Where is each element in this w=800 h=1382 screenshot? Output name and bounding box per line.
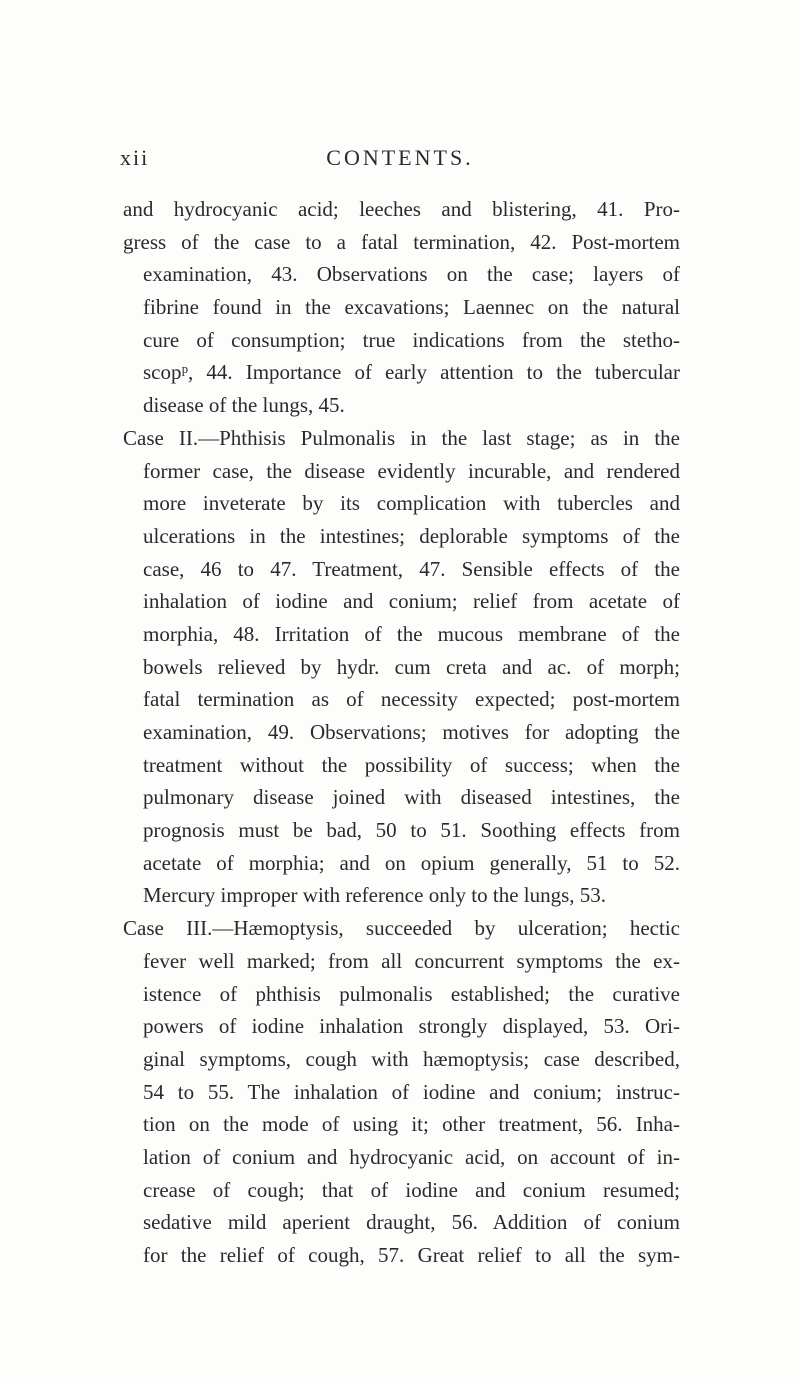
page-header bbox=[120, 145, 680, 185]
text-line: more inveterate by its complication with tubercles and bbox=[143, 491, 680, 516]
text-line: fatal termination as of necessity expected; post-mortem bbox=[143, 687, 680, 712]
text-line: cure of consumption; true indications from the stetho- bbox=[143, 327, 680, 352]
text-line: examination, 43. Observations on the case; layers of bbox=[143, 262, 680, 287]
text-line: istence of phthisis pulmonalis established; the curative bbox=[143, 981, 680, 1006]
text-line: acetate of morphia; and on opium generally, 51 to 52. bbox=[143, 850, 680, 875]
text-line: pulmonary disease joined with diseased intestines, the bbox=[143, 785, 680, 810]
running-head: CONTENTS. bbox=[326, 145, 474, 170]
text-line: 54 to 55. The inhalation of iodine and conium; instruc- bbox=[143, 1079, 680, 1104]
text-line: fever well marked; from all concurrent symptoms the ex- bbox=[143, 948, 680, 973]
text-line: ulcerations in the intestines; deplorable symptoms of the bbox=[143, 523, 680, 548]
text-line: tion on the mode of using it; other treatment, 56. Inha- bbox=[143, 1112, 680, 1137]
text-line: lation of conium and hydrocyanic acid, on account of in- bbox=[143, 1144, 680, 1169]
text-line: fibrine found in the excavations; Laennec on the natural bbox=[143, 295, 680, 320]
text-line: inhalation of iodine and conium; relief from acetate of bbox=[143, 589, 680, 614]
text-line: examination, 49. Observations; motives for adopting the bbox=[143, 720, 680, 744]
page-number: xii bbox=[120, 145, 150, 170]
text-line: case, 46 to 47. Treatment, 47. Sensible effects of the bbox=[143, 556, 680, 581]
text-line: crease of cough; that of iodine and conium resumed; bbox=[143, 1177, 680, 1202]
text-line: gress of the case to a fatal termination, 42. Post-mortem bbox=[123, 229, 680, 254]
text-line: for the relief of cough, 57. Great relief to all the sym- bbox=[143, 1243, 680, 1267]
text-line: disease of the lungs, 45. bbox=[143, 393, 345, 418]
text-line: treatment without the possibility of success; when the bbox=[143, 752, 680, 777]
text-line: sedative mild aperient draught, 56. Addition of conium bbox=[143, 1210, 680, 1235]
contents-text bbox=[123, 193, 680, 1272]
text-line: powers of iodine inhalation strongly displayed, 53. Ori- bbox=[143, 1014, 680, 1039]
text-line: bowels relieved by hydr. cum creta and ac. of morph; bbox=[143, 654, 680, 679]
text-line: Case III.—Hæmoptysis, succeeded by ulceration; hectic bbox=[123, 916, 680, 941]
text-line: morphia, 48. Irritation of the mucous membrane of the bbox=[143, 621, 680, 646]
text-line: Case II.—Phthisis Pulmonalis in the last stage; as in the bbox=[123, 425, 680, 450]
text-line: former case, the disease evidently incurable, and rendered bbox=[143, 458, 680, 483]
text-line: ginal symptoms, cough with hæmoptysis; case described, bbox=[143, 1046, 680, 1071]
text-line: and hydrocyanic acid; leeches and blistering, 41. Pro- bbox=[123, 197, 680, 221]
text-line: scopᵖ, 44. Importance of early attention to the tubercular bbox=[143, 360, 680, 385]
text-line: prognosis must be bad, 50 to 51. Soothing effects from bbox=[143, 818, 680, 843]
text-line: Mercury improper with reference only to the lungs, 53. bbox=[143, 883, 607, 908]
